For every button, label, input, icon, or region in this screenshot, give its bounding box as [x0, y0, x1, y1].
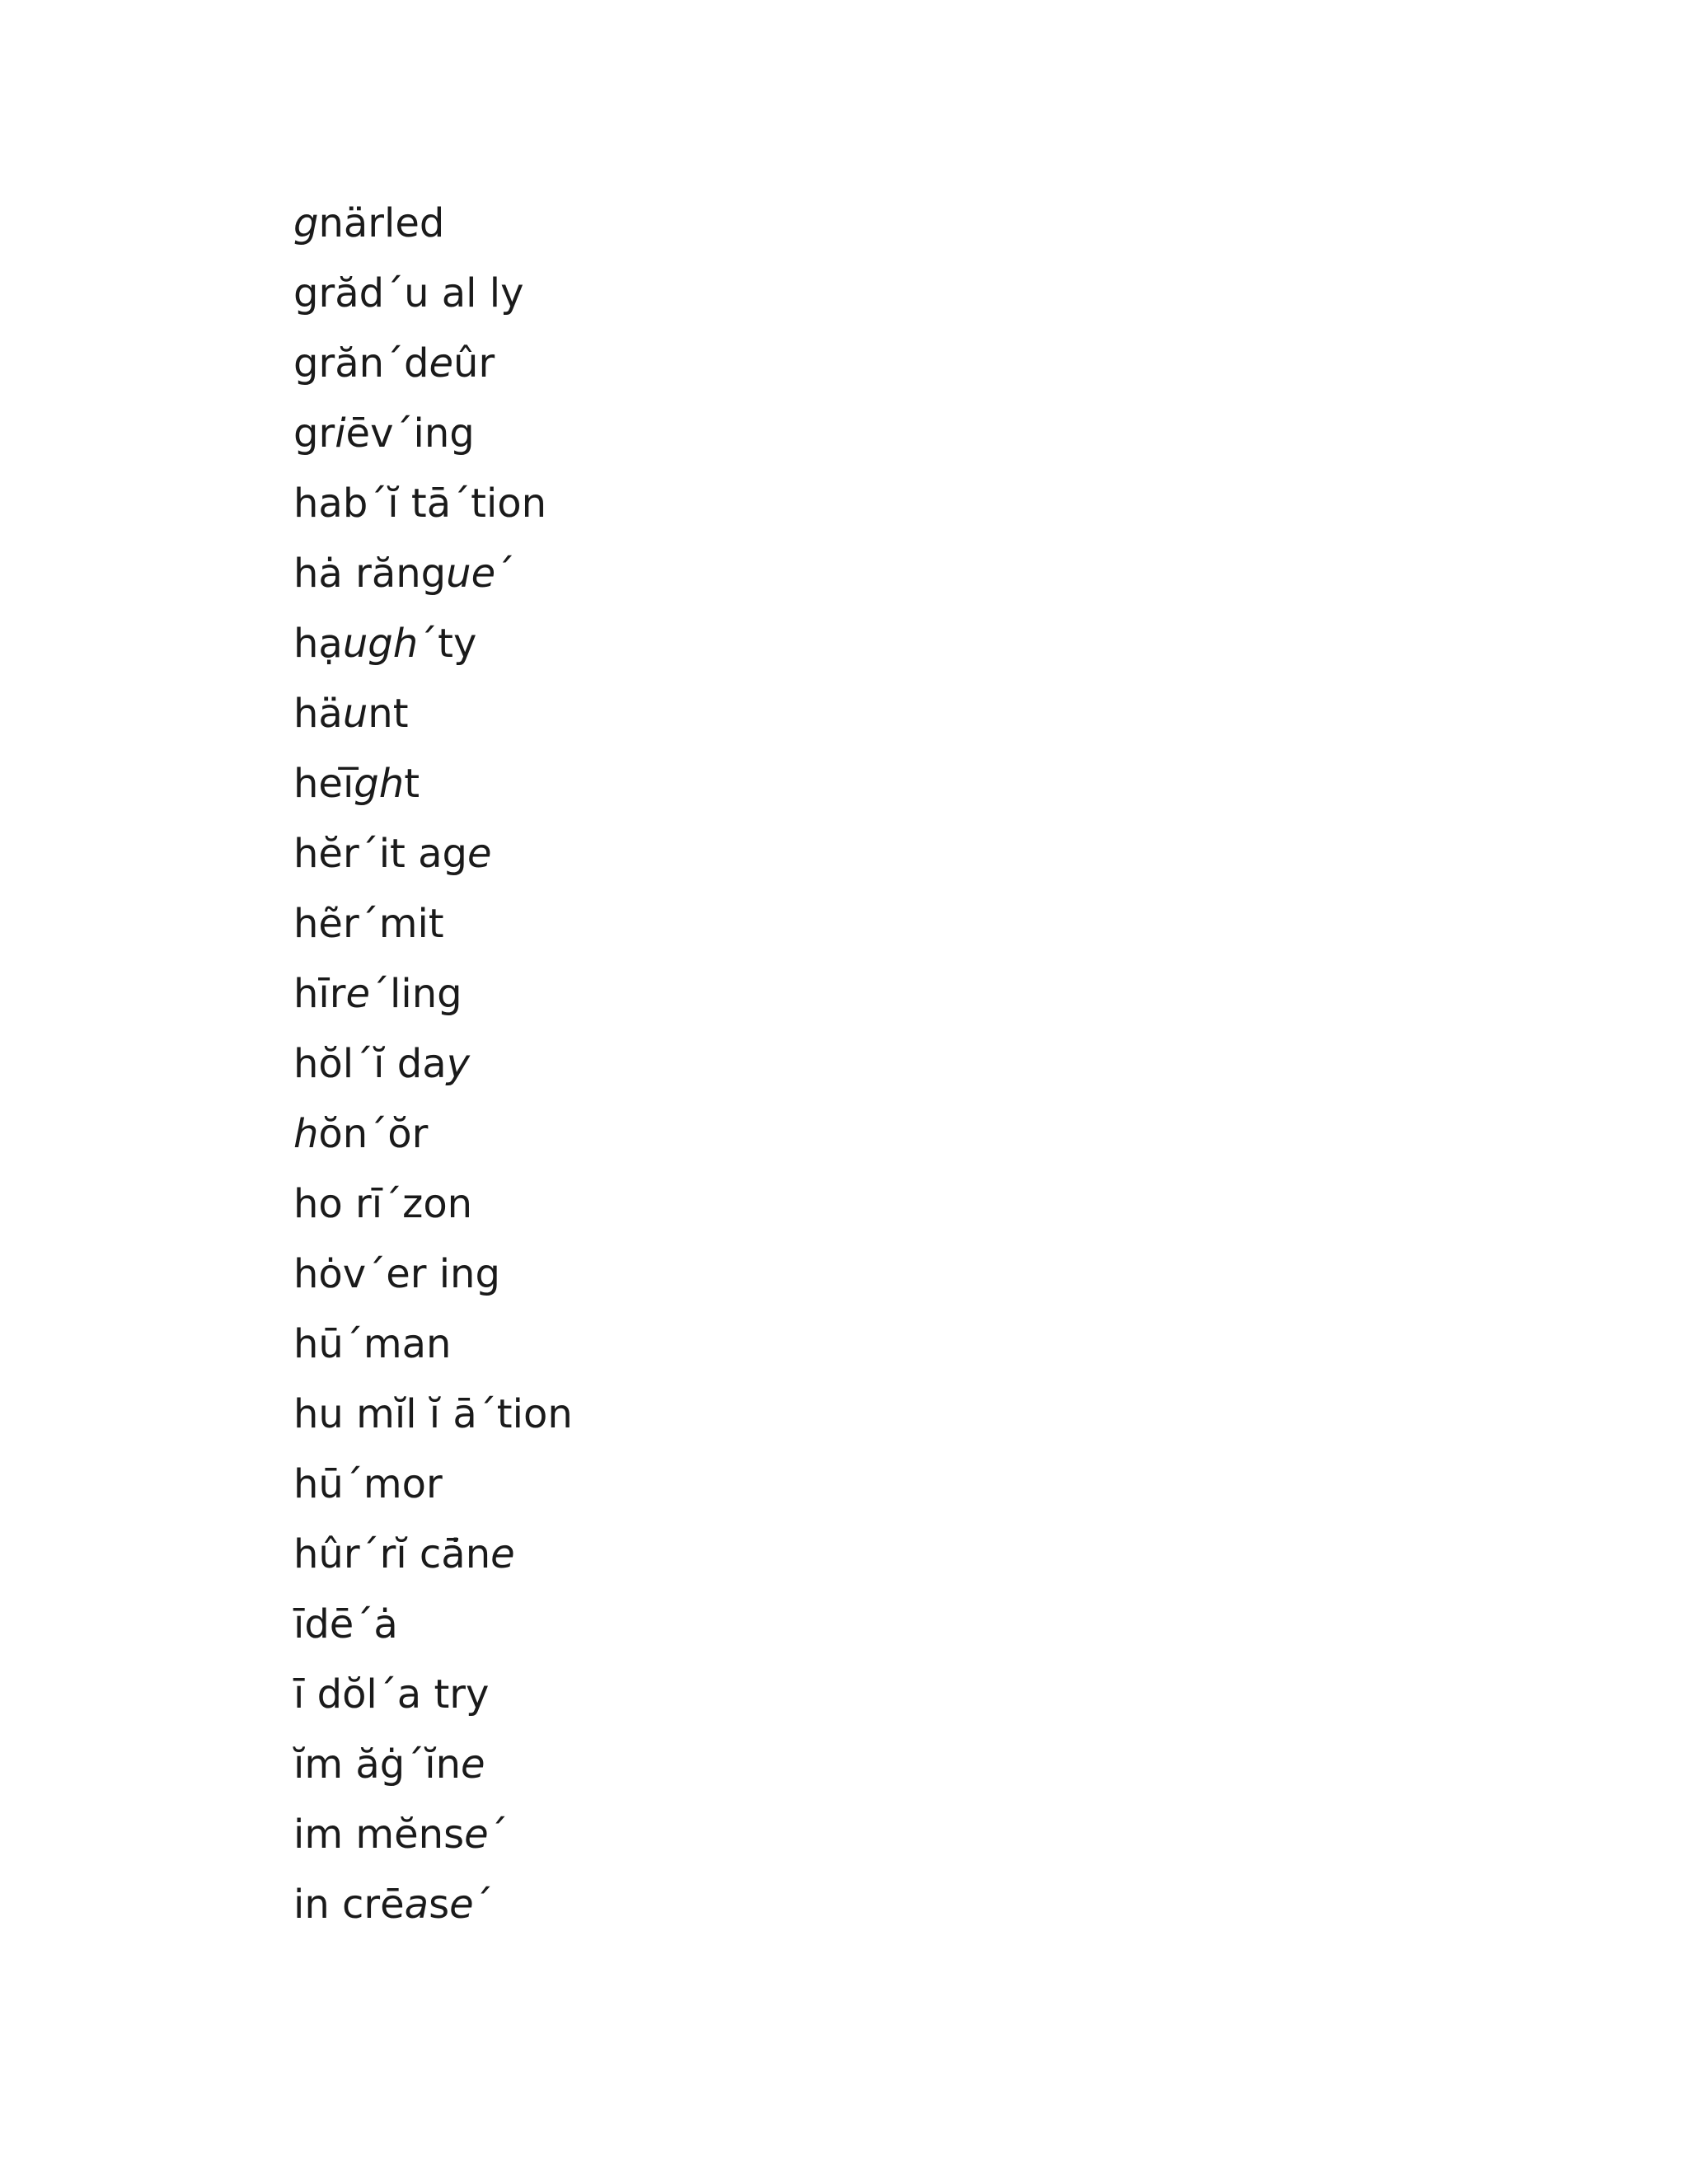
word-entry	[293, 1385, 573, 1455]
word-entry	[293, 825, 573, 895]
word-entry	[293, 1666, 573, 1736]
word-segment: nt	[368, 691, 409, 737]
silent-letter-segment: e	[449, 1882, 474, 1928]
silent-letter-segment: gh	[354, 761, 405, 807]
word-segment: hū´mor	[293, 1461, 443, 1507]
word-entry	[293, 1736, 573, 1806]
word-entry	[293, 965, 573, 1035]
silent-letter-segment: ue	[446, 551, 496, 597]
word-segment: grăd´u al ly	[293, 270, 524, 316]
word-segment: hŏl´ĭ da	[293, 1041, 447, 1087]
word-entry	[293, 1526, 573, 1596]
pronunciation-word-list	[293, 194, 573, 1946]
word-entry	[293, 265, 573, 335]
silent-letter-segment: e	[464, 1811, 489, 1858]
word-segment: hei̅	[293, 761, 354, 807]
word-segment: īdē´ȧ	[293, 1601, 398, 1647]
word-segment: s	[429, 1882, 450, 1928]
word-segment: hīr	[293, 971, 346, 1017]
silent-letter-segment: e	[429, 340, 454, 387]
word-segment: im mĕns	[293, 1811, 465, 1858]
silent-letter-segment: e	[490, 1531, 515, 1577]
silent-letter-segment: g	[293, 200, 319, 246]
word-segment: ´	[495, 551, 516, 597]
silent-letter-segment: e	[467, 831, 492, 877]
word-segment: hȯv´er ing	[293, 1251, 500, 1297]
word-entry	[293, 545, 573, 615]
word-entry	[293, 1175, 573, 1245]
word-segment: ´	[473, 1882, 494, 1928]
word-segment: hȧ răng	[293, 551, 447, 597]
word-segment: närled	[318, 200, 445, 246]
word-segment: t	[404, 761, 420, 807]
word-segment: ho rī´zon	[293, 1181, 473, 1227]
word-entry	[293, 1105, 573, 1175]
word-segment: hu mĭl ĭ ā´tion	[293, 1391, 573, 1437]
word-segment: hẽr´mit	[293, 901, 444, 947]
silent-letter-segment: i	[335, 410, 346, 457]
silent-letter-segment: u	[342, 691, 368, 737]
word-segment: hạ	[293, 621, 343, 667]
word-segment: grăn´d	[293, 340, 429, 387]
word-entry	[293, 1876, 573, 1946]
word-segment: ´	[488, 1811, 509, 1858]
word-segment: ĭm ăġ´ĭn	[293, 1741, 461, 1788]
word-entry	[293, 895, 573, 965]
word-entry	[293, 1455, 573, 1526]
word-entry	[293, 1596, 573, 1666]
word-segment: gr	[293, 410, 335, 457]
word-segment: hab´ĭ tā´tion	[293, 480, 547, 527]
word-entry	[293, 335, 573, 405]
word-segment: hū´man	[293, 1321, 452, 1367]
silent-letter-segment: y	[446, 1041, 471, 1087]
silent-letter-segment: e	[461, 1741, 485, 1788]
word-entry	[293, 1806, 573, 1876]
word-segment: in crē	[293, 1882, 405, 1928]
word-entry	[293, 405, 573, 475]
word-segment: ´ling	[370, 971, 462, 1017]
word-entry	[293, 1035, 573, 1105]
word-entry	[293, 755, 573, 825]
word-entry	[293, 685, 573, 755]
silent-letter-segment: h	[293, 1111, 319, 1157]
word-entry	[293, 615, 573, 685]
word-segment: ēv´ing	[345, 410, 475, 457]
word-segment: ī dŏl´a try	[293, 1671, 490, 1718]
silent-letter-segment: a	[404, 1882, 429, 1928]
word-entry	[293, 194, 573, 265]
word-entry	[293, 475, 573, 545]
word-entry	[293, 1315, 573, 1385]
word-segment: hĕr´it ag	[293, 831, 467, 877]
word-segment: ŏn´ŏr	[318, 1111, 429, 1157]
silent-letter-segment: e	[345, 971, 371, 1017]
silent-letter-segment: ugh	[342, 621, 419, 667]
word-entry	[293, 1245, 573, 1315]
word-segment: hä	[293, 691, 343, 737]
word-segment: ûr	[453, 340, 495, 387]
word-segment: hûr´rĭ cā̇n	[293, 1531, 491, 1577]
word-segment: ´ty	[418, 621, 477, 667]
